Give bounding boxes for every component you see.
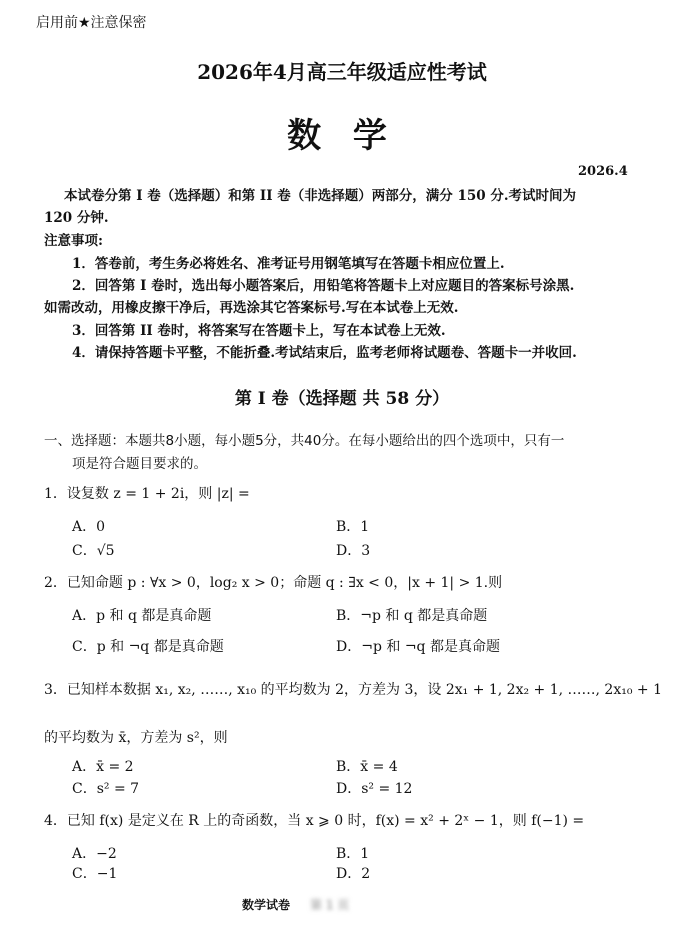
- q1-option-b: B．1: [336, 519, 370, 535]
- exam-title: 2026年4月高三年级适应性考试: [197, 60, 487, 84]
- q1-option-c: C．√5: [72, 543, 115, 559]
- question-number: 3．: [44, 682, 67, 698]
- intro-line-2: 120 分钟.: [44, 210, 109, 226]
- notice-item-3: 3．回答第 II 卷时，将答案写在答题卡上，写在本试卷上无效.: [72, 323, 446, 339]
- exam-date: 2026.4: [578, 164, 628, 179]
- footer-page-number: 第 1 页: [310, 898, 350, 912]
- q4-option-b: B．1: [336, 846, 370, 862]
- question-stem: 已知命题 p : ∀x > 0，log₂ x > 0；命题 q : ∃x < 0，|x + 1| > 1.则: [66, 575, 503, 591]
- notice-item-1: 1．答卷前，考生务必将姓名、准考证号用钢笔填写在答题卡相应位置上.: [72, 256, 505, 272]
- intro-line-1: 本试卷分第 I 卷（选择题）和第 II 卷（非选择题）两部分，满分 150 分.考试时间为: [64, 188, 577, 204]
- question-stem: 设复数 z = 1 + 2i，则 |z| =: [66, 486, 250, 502]
- q4-option-c: C．−1: [72, 866, 118, 882]
- question-number: 2．: [44, 575, 67, 591]
- question-4: [44, 810, 584, 830]
- q2-option-c: C．p 和 ¬q 都是真命题: [72, 639, 224, 655]
- notice-item-2-cont: 如需改动，用橡皮擦干净后，再选涂其它答案标号.写在本试卷上无效.: [44, 300, 459, 316]
- question-1: [44, 483, 250, 503]
- q3-option-c: C．s² = 7: [72, 781, 140, 797]
- question-3-cont: 的平均数为 x̄，方差为 s²，则: [44, 730, 228, 746]
- notice-item-4: 4．请保持答题卡平整，不能折叠.考试结束后，监考老师将试题卷、答题卡一并收回.: [72, 345, 577, 361]
- notice-item-2: 2．回答第 I 卷时，选出每小题答案后，用铅笔将答题卡上对应题目的答案标号涂黑.: [72, 278, 575, 294]
- question-2: [44, 572, 502, 592]
- q2-option-d: D．¬p 和 ¬q 都是真命题: [336, 639, 500, 655]
- notice-heading: 注意事项:: [44, 233, 103, 249]
- question-number: 1．: [44, 486, 67, 502]
- question-3: [44, 679, 662, 699]
- q3-option-b: B．x̄ = 4: [336, 759, 398, 775]
- q3-option-d: D．s² = 12: [336, 781, 413, 797]
- q1-option-a: A．0: [72, 519, 106, 535]
- q2-option-b: B．¬p 和 q 都是真命题: [336, 608, 488, 624]
- question-number: 4．: [44, 813, 67, 829]
- q3-option-a: A．x̄ = 2: [72, 759, 134, 775]
- q4-option-d: D．2: [336, 866, 371, 882]
- part1-intro-line-2: 项是符合题目要求的。: [72, 456, 207, 472]
- q4-option-a: A．−2: [72, 846, 117, 862]
- question-stem: 已知样本数据 x₁, x₂, ……, x₁₀ 的平均数为 2，方差为 3，设 2x₁ + 1, 2x₂ + 1, ……, 2x₁₀ + 1: [66, 682, 662, 698]
- confidential-label: 启用前★注意保密: [36, 15, 147, 31]
- q2-option-a: A．p 和 q 都是真命题: [72, 608, 212, 624]
- section-title: 第 I 卷（选择题 共 58 分）: [234, 389, 450, 409]
- question-stem: 已知 f(x) 是定义在 R 上的奇函数，当 x ⩾ 0 时，f(x) = x² + 2ˣ − 1，则 f(−1) =: [66, 813, 585, 829]
- footer-label: 数学试卷: [242, 898, 291, 912]
- part1-intro-line-1: 一、选择题：本题共8小题，每小题5分，共40分。在每小题给出的四个选项中，只有一: [44, 433, 565, 449]
- subject-title: 数 学: [287, 116, 397, 156]
- q1-option-d: D．3: [336, 543, 371, 559]
